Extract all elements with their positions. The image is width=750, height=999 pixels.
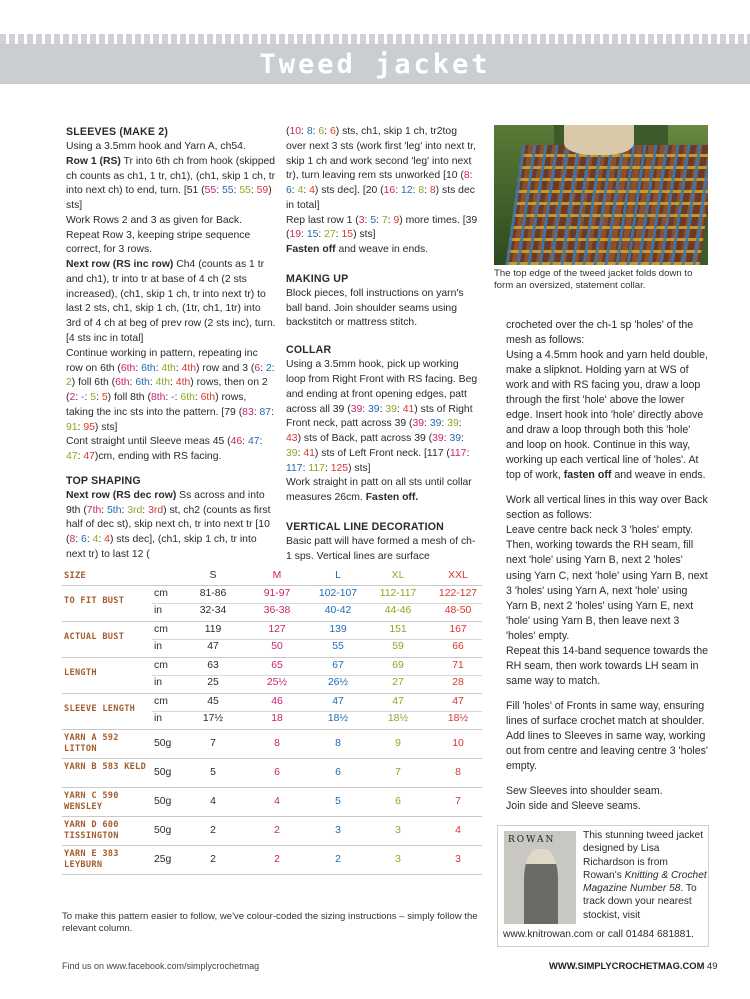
making-up-text: Block pieces, foll instructions on yarn's ball band. Join shoulder seams using backstitch or mattress stitch. <box>286 287 464 329</box>
magazine-logo: ROWAN <box>508 835 556 845</box>
table-note: To make this pattern easier to follow, we've colour-coded the sizing instructions – simply follow the relevant column. <box>62 911 478 935</box>
top-shaping-text-2: (10: 8: 6: 6) sts, ch1, skip 1 ch, tr2tog over next 3 sts (work first 'leg' into next tr, skip 1 ch and work second 'leg' into next tr), turn leaving rem sts unworked [10 (8: 6: 4: 4) sts dec]. [20 (16: 12: 8: 8) sts dec in total] <box>286 126 476 211</box>
table-cell: 65 <box>271 660 283 671</box>
table-cell: 28 <box>452 677 464 688</box>
sleeves-heading: SLEEVES (MAKE 2) <box>66 126 169 138</box>
table-cell: 102-107 <box>318 588 358 599</box>
table-row <box>62 759 482 788</box>
table-unit: 25g <box>154 854 172 865</box>
photo-caption: The top edge of the tweed jacket folds down to form an oversized, statement collar. <box>494 268 693 291</box>
sleeves-inc-row: Next row (RS inc row) Ch4 (counts as 1 tr and ch1), tr into tr at base of 4 ch (2 sts increased), (ch1, skip 1 ch, tr into next tr) to last 2 sts, ch1, skip 1 ch, (1tr, ch1, 1tr) into 3rd of 4 ch at beg of prev row (2 sts inc), turn. [4 sts inc in total] <box>66 259 276 344</box>
magazine-cover <box>504 831 576 924</box>
collar-finish: Work straight in patt on all sts until collar measures 26cm. Fasten off. <box>286 477 472 504</box>
table-cell: 151 <box>389 624 407 635</box>
table-cell: 47 <box>452 696 464 707</box>
table-cell: 112-117 <box>379 588 417 599</box>
table-header-m: M <box>272 570 282 581</box>
table-unit: cm <box>154 696 168 707</box>
table-cell: 119 <box>204 624 222 635</box>
table-cell: 5 <box>210 767 216 778</box>
table-header-xxl: XXL <box>448 570 468 581</box>
table-cell: 32-34 <box>199 605 227 616</box>
table-cell: 9 <box>395 738 401 749</box>
table-cell: 91-97 <box>263 588 291 599</box>
table-cell: 6 <box>335 767 341 778</box>
table-row-label: SLEEVE LENGTH <box>64 704 136 714</box>
page-title: Tweed jacket <box>259 49 491 80</box>
footer-facebook[interactable]: Find us on www.facebook.com/simplycrochetmag <box>62 961 260 971</box>
table-cell: 40-42 <box>324 605 352 616</box>
table-cell: 8 <box>274 738 280 749</box>
table-cell: 4 <box>274 796 280 807</box>
table-cell: 18½ <box>387 713 409 724</box>
table-cell: 5 <box>335 796 341 807</box>
top-shaping-repeat: Rep last row 1 (3: 5: 7: 9) more times. [39 (19: 15: 27: 15) sts] <box>286 214 478 241</box>
table-row <box>62 694 482 730</box>
sleeves-row1: Row 1 (RS) Tr into 6th ch from hook (skipped ch counts as ch1, 1 tr, ch1), (ch1, skip 1 ch, tr into next ch) to end, turn. [51 (55: 55: 55: 59) sts] <box>66 155 276 212</box>
top-shaping-text-1: Next row (RS dec row) Ss across and into 9th (7th: 5th: 3rd: 3rd) st, ch2 (counts as first half of dec st), skip next ch, tr into next tr [10 (8: 6: 4: 4) sts dec], (ch1, skip 1 ch, tr into next tr) to last 12 ( <box>66 489 271 560</box>
table-header <box>62 568 482 586</box>
table-row-label: YARN D 600 TISSINGTON <box>64 820 119 842</box>
table-cell: 17½ <box>202 713 224 724</box>
magazine-text: This stunning tweed jacket designed by Lisa Richardson is from Rowan's Knitting & Crochet Magazine Number 58. To track down your nearest stockist, visit <box>583 830 707 921</box>
table-cell: 18 <box>271 713 283 724</box>
table-cell: 47 <box>392 696 404 707</box>
table-cell: 45 <box>207 696 219 707</box>
vertical-method: Using a 4.5mm hook and yarn held double, make a slipknot. Holding yarn at WS of work and with RS facing you, draw a loop through the first 'hole' above the lower edge. Insert hook into 'hole' directly above and draw a loop through both this 'hole' and loop on hook. Continue in this way, working up each vertical line of 'holes'. At top of work, fasten off and weave in ends. <box>506 349 708 482</box>
table-cell: 6 <box>274 767 280 778</box>
table-header-xl: XL <box>391 570 405 581</box>
table-row-label: TO FIT BUST <box>64 596 125 606</box>
table-cell: 3 <box>395 825 401 836</box>
table-cell: 18½ <box>327 713 349 724</box>
table-header-l: L <box>335 570 341 581</box>
table-row-label: ACTUAL BUST <box>64 632 125 642</box>
table-cell: 3 <box>335 825 341 836</box>
table-unit: in <box>154 677 163 688</box>
footer-site <box>549 959 717 972</box>
vertical-fronts: Fill 'holes' of Fronts in same way, ensuring lines of surface crochet match at shoulder. Add lines to Sleeves in same way, working out from centre and leaving centre 3 'holes' empty. <box>506 699 708 772</box>
table-unit: 50g <box>154 767 172 778</box>
table-cell: 7 <box>455 796 461 807</box>
table-row-label: YARN B 583 KELD <box>64 762 147 772</box>
table-cell: 50 <box>271 641 283 652</box>
table-cell: 10 <box>452 738 464 749</box>
table-cell: 47 <box>207 641 219 652</box>
table-row <box>62 817 482 846</box>
table-cell: 18½ <box>447 713 469 724</box>
sleeves-rows-2-3: Work Rows 2 and 3 as given for Back. Repeat Row 3, keeping stripe sequence correct, for 3 rows. <box>66 214 251 256</box>
table-cell: 3 <box>455 854 461 865</box>
table-cell: 2 <box>274 825 280 836</box>
collar-text: Using a 3.5mm hook, pick up working loop from Right Front with RS facing. Beg and ending at front opening edges, patt across all 39 (39: 39: 39: 41) sts of Right Front neck, patt across 39 (39: 39: 39: 43) sts of Back, patt across 39 (39: 39: 39: 41) sts of Left Front neck. [117 (117: 117: 117: 125) sts] <box>286 359 478 474</box>
column-3 <box>506 318 710 814</box>
table-row <box>62 622 482 658</box>
table-row <box>62 658 482 694</box>
table-unit: in <box>154 713 163 724</box>
table-cell: 26½ <box>327 677 349 688</box>
column-1 <box>66 125 276 563</box>
making-up-heading: MAKING UP <box>286 272 349 285</box>
top-shaping-fasten: Fasten off and weave in ends. <box>286 244 429 256</box>
table-row-label: YARN E 383 LEYBURN <box>64 849 119 871</box>
table-cell: 8 <box>455 767 461 778</box>
table-row <box>62 586 482 622</box>
header-band <box>0 44 750 84</box>
table-unit: 50g <box>154 796 172 807</box>
table-cell: 63 <box>207 660 219 671</box>
sleeves-straight: Cont straight until Sleeve meas 45 (46: 47: 47: 47)cm, ending with RS facing. <box>66 436 263 463</box>
table-row <box>62 846 482 875</box>
join-seams: Join side and Sleeve seams. <box>506 799 641 812</box>
sleeves-continue: Continue working in pattern, repeating inc row on 6th (6th: 6th: 4th: 4th) row and 3 (6: 2: 2) foll 6th (6th: 6th: 4th: 4th) rows, then on 2 (2: -: 5: 5) foll 8th (8th: -: 6th: 6th) rows, taking the inc sts into the pattern. [79 (83: 87: 91: 95) sts] <box>66 347 275 433</box>
table-row <box>62 730 482 759</box>
table-cell: 44-46 <box>384 605 412 616</box>
table-unit: 50g <box>154 825 172 836</box>
header-stripe <box>0 34 750 44</box>
table-cell: 59 <box>392 641 404 652</box>
table-cell: 55 <box>332 641 344 652</box>
table-unit: in <box>154 605 163 616</box>
table-cell: 48-50 <box>444 605 472 616</box>
table-header-s: S <box>209 570 217 581</box>
sleeves-intro: Using a 3.5mm hook and Yarn A, ch54. <box>66 141 246 153</box>
table-unit: cm <box>154 660 168 671</box>
table-cell: 66 <box>452 641 464 652</box>
table-cell: 4 <box>210 796 216 807</box>
vertical-back-intro: Work all vertical lines in this way over Back section as follows: <box>506 494 708 522</box>
table-cell: 6 <box>395 796 401 807</box>
table-header-size: SIZE <box>64 571 86 581</box>
table-cell: 122-127 <box>438 588 478 599</box>
vertical-back-sequence: Leave centre back neck 3 'holes' empty. Then, working towards the RH seam, fill next 'hole' using Yarn B, next 2 'holes' using Yarn C, next 'hole' using Yarn B, next 3 'holes' using Yarn A, next 'hole' using Yarn B, next 2 'holes' using Yarn E, next 'hole' using Yarn B, then leave next 3 'holes' empty. <box>506 524 708 642</box>
table-cell: 7 <box>395 767 401 778</box>
table-cell: 25½ <box>266 677 288 688</box>
table-cell: 47 <box>332 696 344 707</box>
table-cell: 25 <box>207 677 219 688</box>
table-cell: 2 <box>274 854 280 865</box>
table-unit: 50g <box>154 738 172 749</box>
table-cell: 3 <box>395 854 401 865</box>
table-cell: 7 <box>210 738 216 749</box>
table-cell: 4 <box>455 825 461 836</box>
vertical-heading: VERTICAL LINE DECORATION <box>286 520 445 533</box>
table-cell: 2 <box>210 854 216 865</box>
table-unit: cm <box>154 588 168 599</box>
column-2 <box>286 125 478 564</box>
table-row-label: LENGTH <box>64 668 97 678</box>
table-row <box>62 788 482 817</box>
table-cell: 46 <box>271 696 283 707</box>
size-table <box>62 568 482 875</box>
table-row-label: YARN C 590 WENSLEY <box>64 791 119 813</box>
table-cell: 2 <box>335 854 341 865</box>
table-row-label: YARN A 592 LITTON <box>64 733 119 755</box>
vertical-text: Basic patt will have formed a mesh of ch-1 sps. Vertical lines are surface <box>286 535 476 562</box>
jacket-photo <box>494 125 708 265</box>
table-cell: 139 <box>329 624 347 635</box>
table-cell: 27 <box>392 677 404 688</box>
table-cell: 2 <box>210 825 216 836</box>
sew-sleeves: Sew Sleeves into shoulder seam. <box>506 784 663 797</box>
footer-site-link[interactable]: WWW.SIMPLYCROCHETMAG.COM <box>549 960 705 971</box>
table-cell: 71 <box>452 660 464 671</box>
vertical-repeat: Repeat this 14-band sequence towards the RH seam, then work towards LH seam in same way to match. <box>506 644 709 687</box>
table-cell: 127 <box>268 624 286 635</box>
table-cell: 8 <box>335 738 341 749</box>
table-cell: 69 <box>392 660 404 671</box>
table-cell: 81-86 <box>199 588 227 599</box>
table-cell: 167 <box>449 624 467 635</box>
vertical-continued: crocheted over the ch-1 sp 'holes' of the mesh as follows: <box>506 319 694 347</box>
table-unit: cm <box>154 624 168 635</box>
table-unit: in <box>154 641 163 652</box>
table-cell: 67 <box>332 660 344 671</box>
collar-heading: COLLAR <box>286 344 332 357</box>
table-cell: 36-38 <box>263 605 291 616</box>
top-shaping-heading: TOP SHAPING <box>66 474 141 487</box>
page-number: 49 <box>706 960 718 971</box>
magazine-link[interactable]: www.knitrowan.com or call 01484 681881. <box>503 929 694 940</box>
